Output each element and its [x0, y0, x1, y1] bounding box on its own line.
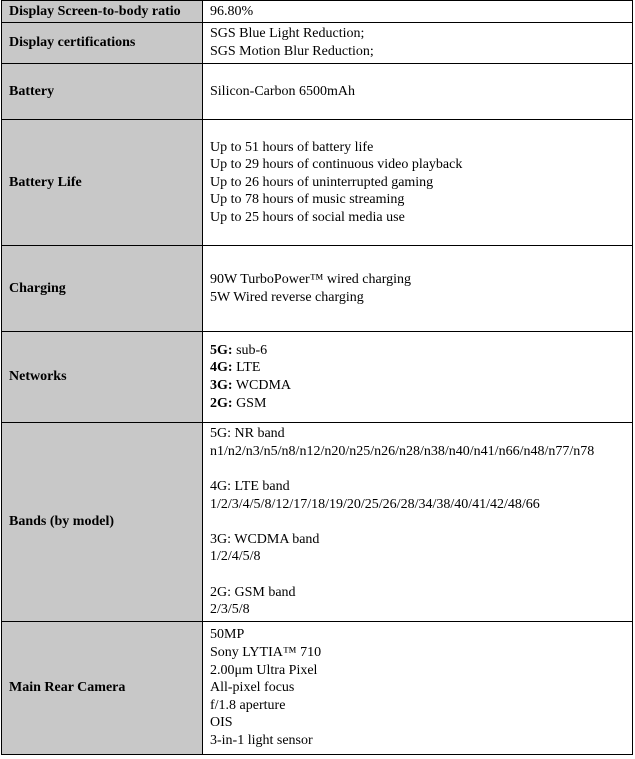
- value-line: 5G: NR band: [210, 426, 285, 442]
- row-label: Display Screen-to-body ratio: [2, 1, 203, 23]
- table-row: [2, 622, 633, 755]
- row-label: Main Rear Camera: [2, 622, 203, 755]
- value-line: 1/2/4/5/8: [210, 549, 261, 565]
- table-row: [2, 23, 633, 64]
- network-line: [210, 342, 625, 360]
- network-generation: 2G:: [210, 395, 233, 411]
- row-value: [203, 622, 633, 755]
- value-line: OIS: [210, 715, 233, 731]
- value-line: SGS Blue Light Reduction;: [210, 26, 365, 42]
- network-generation: 5G:: [210, 342, 233, 358]
- network-line: [210, 377, 625, 395]
- network-value: GSM: [236, 395, 267, 411]
- value-line: 5W Wired reverse charging: [210, 289, 364, 305]
- value-line: 96.80%: [210, 3, 254, 19]
- row-label: Battery: [2, 64, 203, 120]
- network-line: [210, 359, 625, 377]
- row-label: Display certifications: [2, 23, 203, 64]
- value-line: Up to 26 hours of uninterrupted gaming: [210, 174, 434, 190]
- value-line: 4G: LTE band: [210, 479, 290, 495]
- row-label: Networks: [2, 332, 203, 423]
- network-value: WCDMA: [235, 378, 292, 393]
- value-line: Sony LYTIA™ 710: [210, 645, 322, 661]
- row-label: Battery Life: [2, 120, 203, 246]
- row-label: Charging: [2, 246, 203, 332]
- row-value: [203, 423, 633, 622]
- network-generation: 3G:: [210, 378, 233, 393]
- value-line: SGS Motion Blur Reduction;: [210, 44, 374, 59]
- network-value: LTE: [236, 360, 261, 376]
- value-line: Up to 78 hours of music streaming: [210, 192, 405, 208]
- value-line: 2/3/5/8: [210, 602, 250, 618]
- table-row: [2, 246, 633, 332]
- spec-table: [1, 0, 633, 755]
- blank-line: [210, 513, 625, 531]
- network-generation: 4G:: [210, 360, 233, 376]
- row-label: Bands (by model): [2, 423, 203, 622]
- value-line: 2G: GSM band: [210, 584, 296, 600]
- row-value: [203, 1, 633, 23]
- value-line: Up to 29 hours of continuous video playback: [210, 157, 463, 173]
- network-line: [210, 395, 625, 413]
- row-value: [203, 246, 633, 332]
- value-line: Up to 25 hours of social media use: [210, 209, 405, 225]
- blank-line: [210, 566, 625, 584]
- value-line: 50MP: [210, 627, 245, 643]
- network-value: sub-6: [236, 342, 268, 358]
- value-line: Silicon-Carbon 6500mAh: [210, 83, 356, 99]
- value-line: 1/2/3/4/5/8/12/17/18/19/20/25/26/28/34/38/40/41/42/48/66: [210, 496, 540, 512]
- row-value: [203, 64, 633, 120]
- value-line: 3-in-1 light sensor: [210, 732, 313, 748]
- value-line: 90W TurboPower™ wired charging: [210, 271, 412, 287]
- table-row: [2, 332, 633, 423]
- value-line: All-pixel focus: [210, 680, 295, 696]
- table-row: [2, 64, 633, 120]
- blank-line: [210, 460, 625, 478]
- value-line: f/1.8 aperture: [210, 697, 286, 713]
- row-value: [203, 23, 633, 64]
- value-line: 2.00μm Ultra Pixel: [210, 662, 318, 678]
- table-row: [2, 1, 633, 23]
- value-line: 3G: WCDMA band: [210, 531, 320, 547]
- value-line: Up to 51 hours of battery life: [210, 139, 374, 155]
- table-row: [2, 423, 633, 622]
- table-row: [2, 120, 633, 246]
- value-line: n1/n2/n3/n5/n8/n12/n20/n25/n26/n28/n38/n40/n41/n66/n48/n77/n78: [210, 443, 595, 459]
- row-value: [203, 120, 633, 246]
- row-value: [203, 332, 633, 423]
